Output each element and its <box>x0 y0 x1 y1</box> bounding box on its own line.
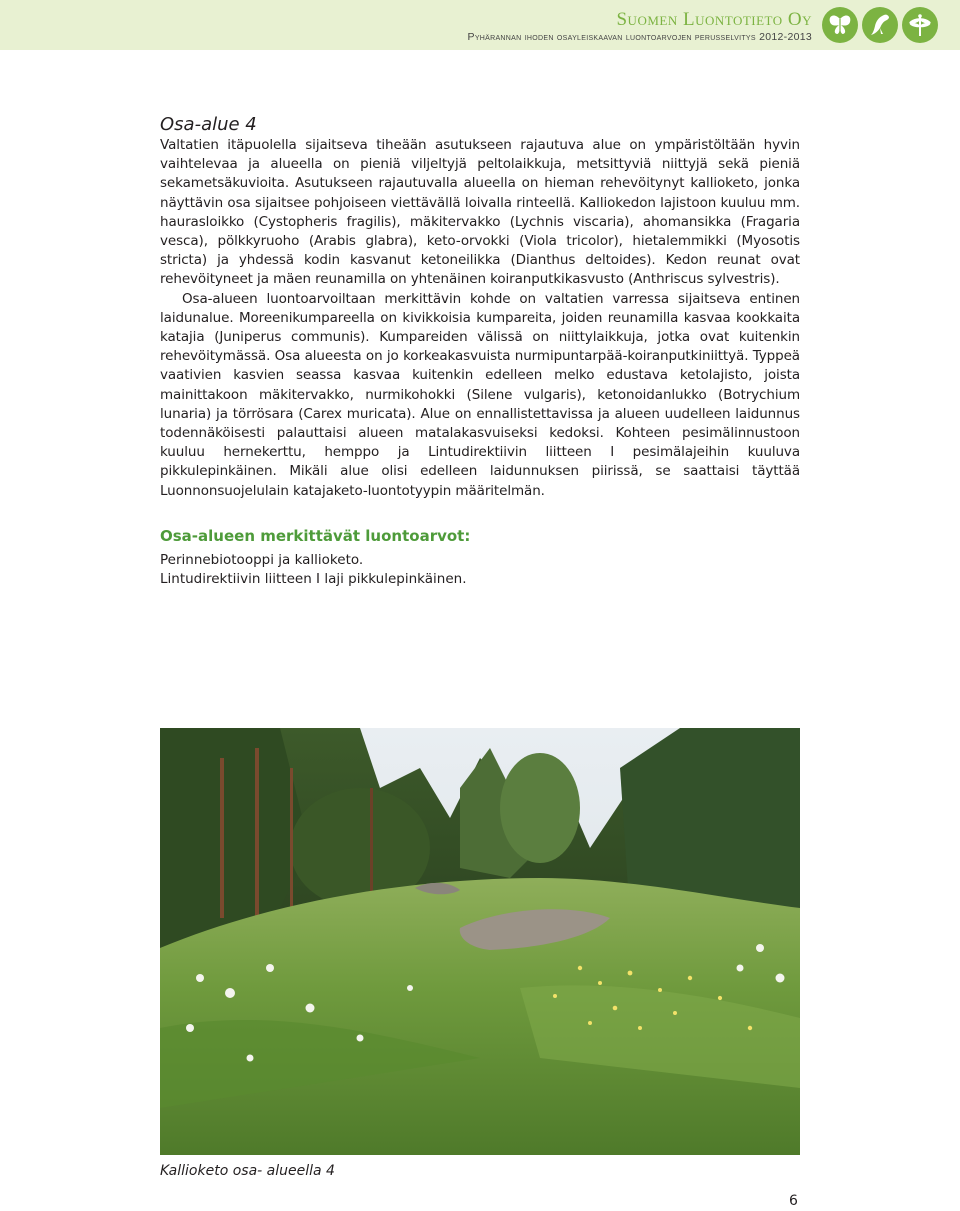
company-name: Suomen Luontotieto Oy <box>616 9 812 30</box>
values-heading: Osa-alueen merkittävät luontoarvot: <box>160 526 471 545</box>
page-header <box>0 0 960 50</box>
bird-icon <box>862 7 898 43</box>
meadow-photo <box>160 728 800 1155</box>
value-item: Lintudirektiivin liitteen I laji pikkulepinkäinen. <box>160 571 467 588</box>
dragonfly-icon <box>902 7 938 43</box>
photo-caption: Kallioketo osa- alueella 4 <box>160 1163 335 1179</box>
butterfly-icon <box>822 7 858 43</box>
report-title: Pyhärannan ihoden osayleiskaavan luontoarvojen perusselvitys 2012-2013 <box>467 31 812 43</box>
body-paragraph-2: Osa-alueen luontoarvoiltaan merkittävin kohde on valtatien varressa sijaitseva entinen laidunalue. Moreenikumpareella on kivikkoisia kumpareita, joiden reunamilla kasvaa kookkaita katajia (Juniperus communis). Kumpareiden välissä on niittylaikkuja, jotka ovat kuitenkin rehevöitymässä. Osa alueesta on jo korkeakasvuista nurmipuntarpää-koiranputkiniittyä. Typpeä vaativien kasvien seassa kasvaa kuitenkin edelleen melko edustava ketolajisto, joista mainittakoon mäkitervakko, nurmikohokki (Silene vulgaris), ketonoidanlukko (Botrychium lunaria) ja törrösara (Carex muricata). Alue on ennallistettavissa ja alueen uudelleen laidunnus todennäköisesti palauttaisi alueen matalakasvuiseksi kedoksi. Kohteen pesimälinnustoon kuuluu hernekerttu, hemppo ja Lintudirektiivin liitteen I pesimälajeihin kuuluva pikkulepinkäinen. Mikäli alue olisi edelleen laidunnuksen piirissä, se saattaisi täyttää Luonnonsuojelulain katajaketo-luontotyypin määritelmän. <box>160 290 800 499</box>
main-content <box>160 114 800 589</box>
page-number: 6 <box>789 1193 798 1209</box>
value-item: Perinnebiotooppi ja kallioketo. <box>160 551 364 568</box>
section-title: Osa-alue 4 <box>160 114 257 135</box>
body-paragraph-1: Valtatien itäpuolella sijaitseva tiheään asutukseen rajautuva alue on ympäristöltään hyvin vaihtelevaa ja alueella on pieniä viljeltyjä peltolaikkuja, metsittyviä niittyjä sekä pieniä sekametsäkuvioita. Asutukseen rajautuvalla alueella on hieman rehevöitynyt kallioketo, jonka näyttävin osa sijaitsee pohjoiseen viettävällä loivalla rinteellä. Kalliokedon lajistoon kuuluu mm. haurasloikko (Cystopheris fragilis), mäkitervakko (Lychnis viscaria), ahomansikka (Fragaria vesca), pölkkyruoho (Arabis glabra), keto-orvokki (Viola tricolor), hietalemmikki (Myosotis stricta) ja yhdessä kodin kasvanut ketoneilikka (Dianthus deltoides). Kedon reunat ovat rehevöityneet ja mäen reunamilla on yhtenäinen koiranputkikasvusto (Anthriscus sylvestris). <box>160 137 800 288</box>
